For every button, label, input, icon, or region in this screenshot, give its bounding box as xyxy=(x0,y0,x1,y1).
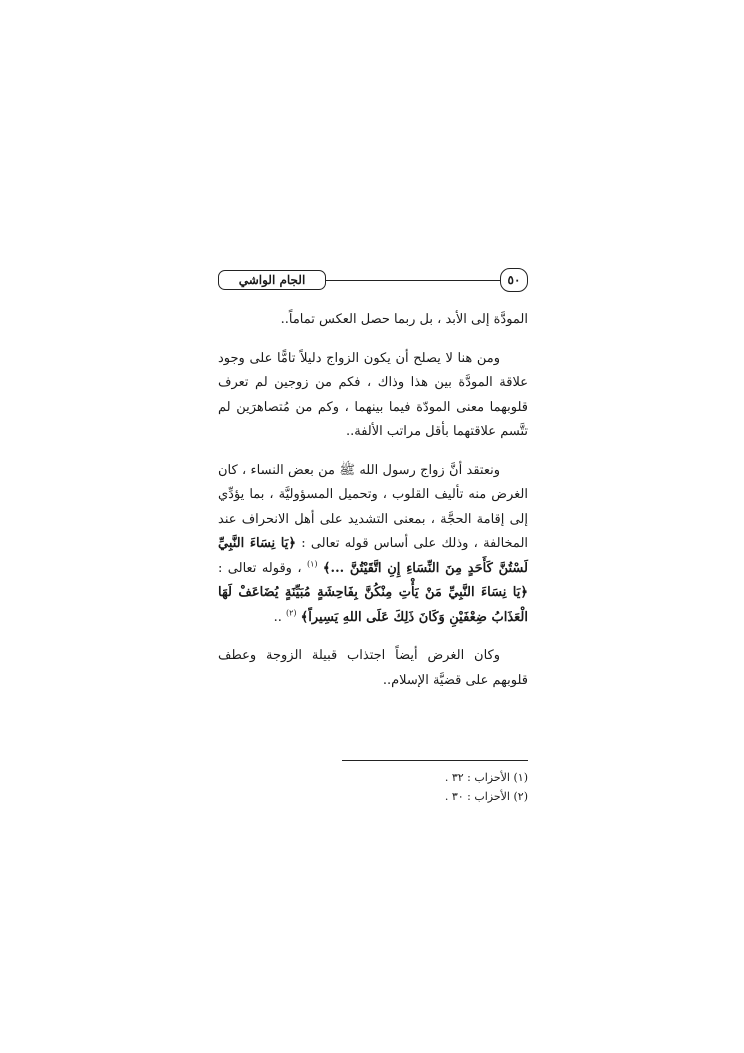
paragraph-1: المودَّة إلى الأبد ، بل ربما حصل العكس تماماً.. xyxy=(280,312,528,327)
footnotes xyxy=(218,768,528,806)
footnote-2: (٢) الأحزاب : ٣٠ . xyxy=(444,790,528,803)
page-number: ٥٠ xyxy=(500,268,528,292)
paragraph-2: ومن هنا لا يصلح أن يكون الزواج دليلاً تامًّا على وجود علاقة المودَّة بين هذا وذاك ، فكم من زوجين لم تعرف قلوبهما معنى المودّة فيما بينهما ، وكم من مُتصاهرَين لم تتَّسم علاقتهما بأقل مراتب الألفة.. xyxy=(218,350,528,439)
paragraph-3-middle: ، وقوله تعالى : xyxy=(218,560,302,576)
footnote-ref-1: (١) xyxy=(306,559,318,569)
running-title: الجام الواشي xyxy=(218,270,326,290)
paragraph-4: وكان الغرض أيضاً اجتذاب قبيلة الزوجة وعطف قلوبهم على قضيَّة الإسلام.. xyxy=(218,648,528,688)
quran-verse-1: ﴿يَا نِسَاءَ النَّبِيِّ لَسْتُنَّ كَأَحَدٍ مِنَ النِّسَاءِ إِنِ اتَّقَيْتُنَّ ...﴾ xyxy=(218,536,528,576)
footnote-ref-2: (٢) xyxy=(285,608,297,618)
paragraph-3-intro: ونعتقد أنَّ زواج رسول الله ﷺ من بعض النساء ، كان الغرض منه تأليف القلوب ، وتحميل المسؤوليَّة ، بما يؤدِّي إلى إقامة الحجَّة ، بمعنى التشديد على أهل الانحراف عند المخالفة ، وذلك على أساس قوله تعالى : xyxy=(218,462,529,551)
footnote-1: (١) الأحزاب : ٣٢ . xyxy=(444,771,528,784)
page-header xyxy=(218,268,528,294)
header-rule xyxy=(326,280,500,281)
quran-verse-2: ﴿يَا نِسَاءَ النَّبِيِّ مَنْ يَأْتِ مِنْكُنَّ بِفَاحِشَةٍ مُبَيِّنَةٍ يُضَاعَفْ لَهَا الْعَذَابُ ضِعْفَيْنِ وَكَانَ ذَلِكَ عَلَى اللهِ يَسِيراً﴾ xyxy=(218,585,528,625)
paragraph-3-end: .. xyxy=(273,609,282,625)
main-text xyxy=(218,308,528,693)
paragraph-3 xyxy=(218,459,528,631)
footnote-separator xyxy=(342,760,528,761)
